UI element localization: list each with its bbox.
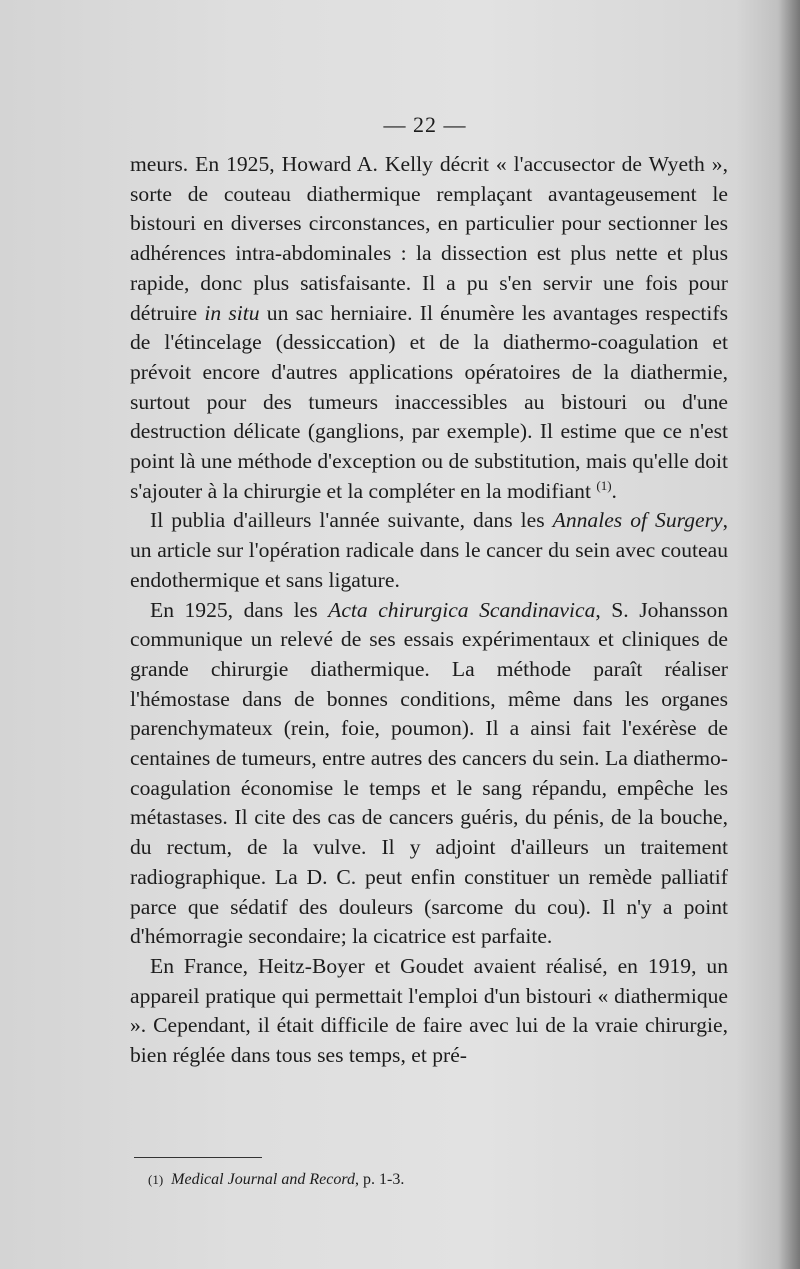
paragraph-2-text: Il publia d'ailleurs l'année suivante, dans les <box>150 508 553 533</box>
paragraph-2 <box>130 506 728 595</box>
paragraph-1-text-2: un sac herniaire. Il énumère les avantages respectifs de l'étincelage (dessiccation) et de la diathermo-coagulation et prévoit encore d'autres applications opératoires de la diathermie, surtout pour des tumeurs inaccessibles au bistouri ou d'une destruction délicate (ganglions, par exemple). Il estime que ce n'est point là une méthode d'exception ou de substitution, mais qu'elle doit s'ajouter à la chirurgie et la compléter en la modifiant <box>130 300 729 503</box>
paragraph-3 <box>130 596 728 952</box>
paragraph-4-text: En France, Heitz-Boyer et Goudet avaient réalisé, en 1919, un appareil pratique qui permettait l'emploi d'un bistouri « diathermique ». Cependant, il était difficile de faire avec lui de la vraie chirurgie, bien réglée dans tous ses temps, et pré- <box>130 953 728 1068</box>
paragraph-4 <box>130 952 728 1071</box>
paragraph-2-italic: Annales of Surgery <box>552 508 723 533</box>
footnote-reference[interactable]: (1) <box>596 477 612 493</box>
page-edge-shadow <box>778 0 800 1269</box>
footnote-number: (1) <box>148 1172 164 1187</box>
body-text <box>130 150 728 1071</box>
paragraph-3-text-2: , S. Johansson communique un relevé de ses essais expérimentaux et cliniques de grande chirurgie diathermique. La méthode paraît réaliser l'hémostase dans de bonnes conditions, même dans les organes parenchymateux (rein, foie, poumon). Il a ainsi fait l'exérèse de centaines de tumeurs, entre autres des cancers du sein. La diathermo-coagulation économise le temps et le sang répandu, empêche les métastases. Il cite des cas de cancers guéris, du pénis, de la bouche, du rectum, de la vulve. Il y adjoint d'ailleurs un traitement radiographique. La D. C. peut enfin constituer un remède palliatif parce que sédatif des douleurs (sarcome du cou). Il n'y a point d'hémorragie secondaire; la cicatrice est parfaite. <box>130 597 728 949</box>
paragraph-3-text: En 1925, dans les <box>150 597 329 622</box>
footnote-title: Medical Journal and Record <box>171 1171 355 1188</box>
paragraph-1-end: . <box>611 478 617 503</box>
paragraph-3-italic: Acta chirurgica Scandinavica <box>328 597 596 622</box>
page-number: — 22 — <box>383 112 467 137</box>
paragraph-1-text: meurs. En 1925, Howard A. Kelly décrit « l'accusector de Wyeth », sorte de couteau diathermique remplaçant avantageusement le bistouri en diverses circonstances, en particulier pour sectionner les adhérences intra-abdominales : la dissection est plus nette et plus rapide, donc plus satisfaisante. Il a pu s'en servir une fois pour détruire <box>130 152 728 325</box>
paragraph-2-text-2: , un article sur l'opération radicale dans le cancer du sein avec couteau endothermique et sans ligature. <box>130 508 728 592</box>
paragraph-1-italic: in situ <box>204 300 260 325</box>
footnote-rest: , p. 1-3. <box>354 1171 405 1188</box>
footnote <box>148 1170 404 1190</box>
paragraph-1 <box>130 150 728 506</box>
footnote-rule <box>134 1157 262 1158</box>
